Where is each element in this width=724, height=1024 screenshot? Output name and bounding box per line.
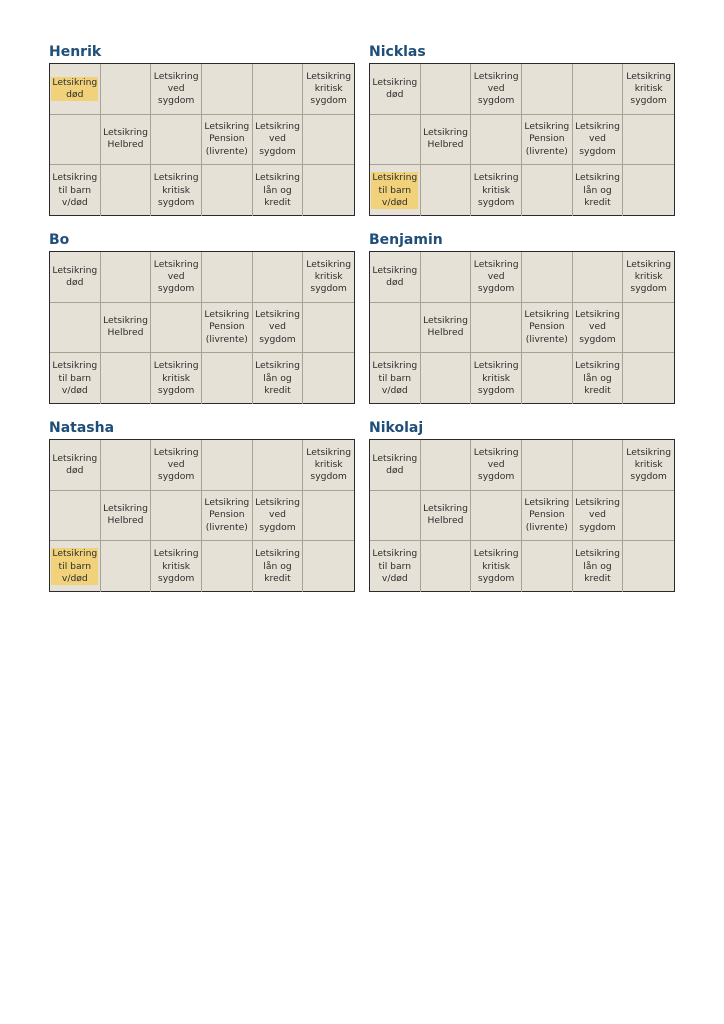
person-panel <box>49 42 355 216</box>
coverage-cell <box>151 440 202 491</box>
coverage-label: Letsikring lån og kredit <box>575 548 620 584</box>
empty-cell <box>522 64 573 115</box>
coverage-cell <box>151 64 202 115</box>
coverage-label: Letsikring til barn v/død <box>372 360 418 396</box>
empty-cell <box>151 303 202 354</box>
empty-cell <box>573 440 624 491</box>
coverage-label: Letsikring kritisk sygdom <box>626 258 672 294</box>
empty-cell <box>50 491 101 542</box>
coverage-label: Letsikring Helbred <box>423 127 468 151</box>
coverage-cell <box>101 115 152 166</box>
coverage-label: Letsikring død <box>372 452 418 476</box>
coverage-cell <box>421 491 472 542</box>
empty-cell <box>421 440 472 491</box>
coverage-cell <box>471 165 522 216</box>
empty-cell <box>522 440 573 491</box>
coverage-cell <box>421 303 472 354</box>
coverage-cell <box>421 115 472 166</box>
coverage-label: Letsikring Pension (livrente) <box>524 121 570 157</box>
coverage-label: Letsikring kritisk sygdom <box>153 360 199 396</box>
coverage-label: Letsikring kritisk sygdom <box>306 70 352 106</box>
coverage-cell <box>522 303 573 354</box>
empty-cell <box>370 115 421 166</box>
coverage-label: Letsikring ved sygdom <box>473 258 519 294</box>
empty-cell <box>303 303 354 354</box>
coverage-cell <box>623 64 674 115</box>
coverage-cell <box>573 303 624 354</box>
empty-cell <box>303 541 354 592</box>
coverage-cell <box>303 64 354 115</box>
coverage-cell <box>573 115 624 166</box>
coverage-label: Letsikring ved sygdom <box>255 309 300 345</box>
coverage-cell <box>471 541 522 592</box>
coverage-cell <box>253 491 304 542</box>
empty-cell <box>522 252 573 303</box>
coverage-label: Letsikring ved sygdom <box>255 121 300 157</box>
empty-cell <box>421 64 472 115</box>
coverage-label: Letsikring død <box>52 264 98 288</box>
person-name: Henrik <box>49 44 102 60</box>
empty-cell <box>303 165 354 216</box>
coverage-label: Letsikring kritisk sygdom <box>473 172 519 208</box>
coverage-label: Letsikring lån og kredit <box>575 172 620 208</box>
coverage-cell <box>202 115 253 166</box>
coverage-cell <box>151 165 202 216</box>
coverage-grid <box>369 63 675 216</box>
empty-cell <box>253 64 304 115</box>
coverage-cell <box>471 252 522 303</box>
coverage-cell <box>151 252 202 303</box>
coverage-cell <box>50 252 101 303</box>
person-name: Natasha <box>49 420 115 436</box>
coverage-cell <box>253 115 304 166</box>
coverage-cell <box>471 353 522 404</box>
empty-cell <box>522 541 573 592</box>
coverage-cell <box>253 541 304 592</box>
empty-cell <box>623 303 674 354</box>
coverage-label: Letsikring ved sygdom <box>575 309 620 345</box>
person-panel <box>369 230 675 404</box>
empty-cell <box>471 491 522 542</box>
person-panel <box>49 230 355 404</box>
empty-cell <box>101 64 152 115</box>
coverage-cell <box>50 353 101 404</box>
coverage-label: Letsikring død <box>372 264 418 288</box>
empty-cell <box>421 165 472 216</box>
empty-cell <box>202 541 253 592</box>
coverage-label: Letsikring ved sygdom <box>473 446 519 482</box>
coverage-grid <box>49 251 355 404</box>
empty-cell <box>151 491 202 542</box>
empty-cell <box>623 353 674 404</box>
coverage-cell <box>370 353 421 404</box>
coverage-cell <box>253 165 304 216</box>
coverage-label: Letsikring Pension (livrente) <box>524 309 570 345</box>
coverage-label: Letsikring kritisk sygdom <box>153 172 199 208</box>
empty-cell <box>573 252 624 303</box>
coverage-cell <box>471 64 522 115</box>
empty-cell <box>50 115 101 166</box>
coverage-cell <box>370 252 421 303</box>
coverage-label: Letsikring Helbred <box>103 315 148 339</box>
coverage-grid <box>49 63 355 216</box>
coverage-cell <box>101 303 152 354</box>
coverage-cell <box>253 303 304 354</box>
coverage-label: Letsikring død <box>52 452 98 476</box>
coverage-label: Letsikring til barn v/død <box>52 360 98 396</box>
coverage-label: Letsikring Pension (livrente) <box>524 497 570 533</box>
coverage-cell <box>50 165 101 216</box>
coverage-cell <box>573 541 624 592</box>
empty-cell <box>101 252 152 303</box>
empty-cell <box>573 64 624 115</box>
coverage-cell <box>50 64 101 115</box>
empty-cell <box>522 353 573 404</box>
coverage-label: Letsikring kritisk sygdom <box>626 70 672 106</box>
empty-cell <box>202 440 253 491</box>
coverage-cell <box>370 64 421 115</box>
coverage-label: Letsikring lån og kredit <box>255 172 300 208</box>
coverage-label: Letsikring Helbred <box>103 503 148 527</box>
empty-cell <box>202 252 253 303</box>
empty-cell <box>370 303 421 354</box>
person-name: Bo <box>49 232 70 248</box>
empty-cell <box>623 491 674 542</box>
empty-cell <box>522 165 573 216</box>
coverage-cell <box>522 491 573 542</box>
person-name: Nicklas <box>369 44 426 60</box>
empty-cell <box>421 252 472 303</box>
empty-cell <box>303 491 354 542</box>
empty-cell <box>471 115 522 166</box>
coverage-cell <box>202 303 253 354</box>
empty-cell <box>101 353 152 404</box>
person-panel <box>49 418 355 592</box>
coverage-label: Letsikring død <box>372 76 418 100</box>
coverage-label: Letsikring kritisk sygdom <box>626 446 672 482</box>
coverage-label: Letsikring ved sygdom <box>575 497 620 533</box>
coverage-grid <box>49 439 355 592</box>
empty-cell <box>101 541 152 592</box>
coverage-cell <box>573 353 624 404</box>
highlighted-coverage-label: Letsikring død <box>52 76 98 100</box>
coverage-grid <box>369 251 675 404</box>
coverage-label: Letsikring ved sygdom <box>575 121 620 157</box>
coverage-cell <box>370 440 421 491</box>
coverage-label: Letsikring ved sygdom <box>153 446 199 482</box>
coverage-cell <box>202 491 253 542</box>
empty-cell <box>253 440 304 491</box>
coverage-cell <box>370 541 421 592</box>
empty-cell <box>370 491 421 542</box>
empty-cell <box>303 115 354 166</box>
empty-cell <box>202 64 253 115</box>
empty-cell <box>471 303 522 354</box>
coverage-grid <box>369 439 675 592</box>
person-name: Nikolaj <box>369 420 424 436</box>
coverage-cell <box>303 252 354 303</box>
coverage-label: Letsikring kritisk sygdom <box>473 360 519 396</box>
coverage-label: Letsikring til barn v/død <box>52 172 98 208</box>
coverage-cell <box>573 491 624 542</box>
coverage-label: Letsikring ved sygdom <box>153 70 199 106</box>
coverage-label: Letsikring kritisk sygdom <box>306 258 352 294</box>
empty-cell <box>421 541 472 592</box>
person-panel <box>369 418 675 592</box>
coverage-label: Letsikring lån og kredit <box>255 360 300 396</box>
coverage-cell <box>522 115 573 166</box>
coverage-label: Letsikring Pension (livrente) <box>204 497 250 533</box>
empty-cell <box>202 353 253 404</box>
coverage-label: Letsikring Helbred <box>423 503 468 527</box>
coverage-label: Letsikring kritisk sygdom <box>306 446 352 482</box>
empty-cell <box>303 353 354 404</box>
empty-cell <box>253 252 304 303</box>
coverage-cell <box>50 440 101 491</box>
person-name: Benjamin <box>369 232 443 248</box>
coverage-cell <box>573 165 624 216</box>
empty-cell <box>623 541 674 592</box>
coverage-cell <box>151 541 202 592</box>
empty-cell <box>623 165 674 216</box>
empty-cell <box>623 115 674 166</box>
empty-cell <box>50 303 101 354</box>
coverage-label: Letsikring til barn v/død <box>372 548 418 584</box>
coverage-label: Letsikring Helbred <box>423 315 468 339</box>
coverage-cell <box>101 491 152 542</box>
coverage-cell <box>370 165 421 216</box>
coverage-label: Letsikring ved sygdom <box>153 258 199 294</box>
coverage-cell <box>303 440 354 491</box>
coverage-cell <box>50 541 101 592</box>
empty-cell <box>151 115 202 166</box>
empty-cell <box>202 165 253 216</box>
coverage-cell <box>623 252 674 303</box>
coverage-label: Letsikring ved sygdom <box>255 497 300 533</box>
highlighted-coverage-label: Letsikring til barn v/død <box>52 548 98 584</box>
coverage-cell <box>471 440 522 491</box>
empty-cell <box>101 165 152 216</box>
coverage-label: Letsikring kritisk sygdom <box>473 548 519 584</box>
coverage-label: Letsikring Pension (livrente) <box>204 309 250 345</box>
coverage-cell <box>253 353 304 404</box>
coverage-label: Letsikring Helbred <box>103 127 148 151</box>
coverage-label: Letsikring ved sygdom <box>473 70 519 106</box>
empty-cell <box>101 440 152 491</box>
coverage-label: Letsikring lån og kredit <box>255 548 300 584</box>
coverage-label: Letsikring Pension (livrente) <box>204 121 250 157</box>
empty-cell <box>421 353 472 404</box>
coverage-cell <box>151 353 202 404</box>
coverage-label: Letsikring lån og kredit <box>575 360 620 396</box>
coverage-cell <box>623 440 674 491</box>
highlighted-coverage-label: Letsikring til barn v/død <box>372 172 418 208</box>
coverage-label: Letsikring kritisk sygdom <box>153 548 199 584</box>
person-panel <box>369 42 675 216</box>
